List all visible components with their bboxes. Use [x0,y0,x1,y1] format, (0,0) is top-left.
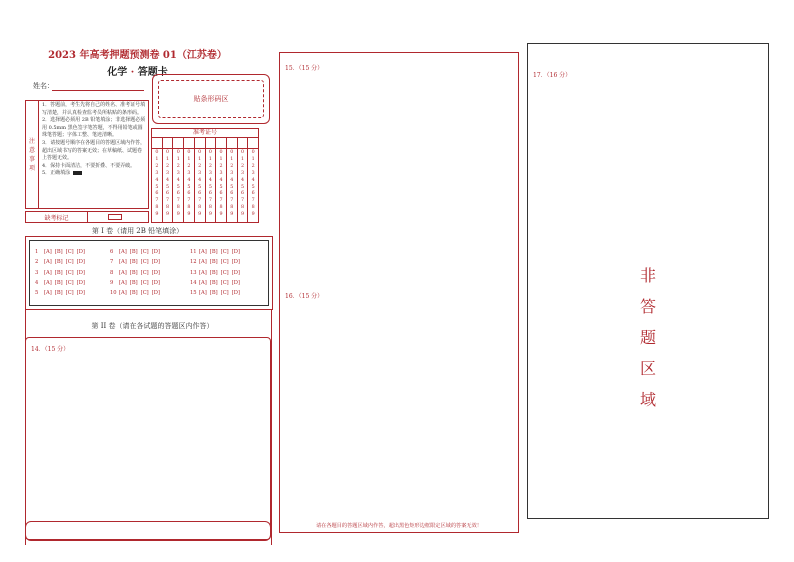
exam-digit-write-cell[interactable] [152,138,163,148]
card-label: 答题卡 [137,67,168,78]
mc-option-bubble[interactable]: [D] [151,279,160,286]
mc-option-bubble[interactable]: [A] [119,259,127,266]
non-answer-char: 题 [639,328,656,347]
exam-digit-bubble[interactable]: 5 [219,184,223,190]
exam-digit-bubble[interactable]: 3 [198,170,202,176]
notes-label [26,101,39,208]
mc-option-bubble[interactable]: [B] [129,290,138,297]
subtitle-separator: · [130,67,135,78]
mc-option-bubble[interactable]: [C] [220,249,229,255]
mc-option-bubble[interactable]: [B] [54,269,63,276]
mc-option-bubble[interactable]: [C] [220,259,229,266]
exam-digit-bubble[interactable]: 6 [176,191,180,197]
mc-option-bubble[interactable]: [C] [65,259,74,266]
exam-digit-bubble[interactable]: 8 [166,205,170,211]
mc-option-bubble[interactable]: [D] [231,279,240,286]
exam-digit-bubble[interactable]: 8 [219,205,223,211]
exam-digit-bubble[interactable]: 0 [240,150,244,155]
mc-question-number: 4 [35,279,39,286]
mc-option-bubble[interactable]: [B] [54,279,63,286]
mc-option-bubble[interactable]: [A] [199,269,207,276]
exam-digit-bubble[interactable]: 1 [155,156,159,162]
exam-digit-bubble[interactable]: 5 [155,184,159,190]
exam-digit-bubble[interactable]: 5 [198,184,202,190]
mc-question-row [190,288,243,298]
exam-digit-bubble[interactable]: 1 [208,156,212,162]
exam-digit-bubble[interactable]: 7 [187,198,191,204]
exam-digit-bubble[interactable]: 2 [166,163,170,169]
exam-digit-bubble[interactable]: 5 [166,184,170,190]
exam-digit-bubble[interactable]: 3 [166,170,170,176]
exam-digit-bubble[interactable]: 6 [155,191,159,197]
mc-option-bubble[interactable]: [D] [151,249,160,255]
exam-digit-bubble[interactable]: 6 [230,191,234,197]
exam-digit-bubble[interactable]: 8 [208,205,212,211]
mc-question-row [190,268,243,278]
mc-option-bubble[interactable]: [A] [44,269,52,276]
exam-digit-column [152,149,163,222]
exam-digit-bubble[interactable]: 4 [208,177,212,183]
mc-option-bubble[interactable]: [A] [119,279,127,286]
mc-question-number: 11 [190,249,197,255]
exam-digit-bubble[interactable]: 3 [155,170,159,176]
exam-digit-write-cell[interactable] [206,138,217,148]
non-answer-char: 答 [639,297,656,316]
exam-number-grid [151,128,259,223]
mc-question-number: 10 [110,290,117,297]
non-answer-char: 域 [639,390,656,409]
exam-digit-bubble[interactable]: 1 [251,156,255,162]
q16-label: 16．（15 分） [285,293,324,300]
mc-option-bubble[interactable]: [B] [129,249,138,255]
exam-digit-bubble[interactable]: 2 [176,163,180,169]
exam-digit-column [195,149,206,222]
exam-digit-bubble[interactable]: 1 [219,156,223,162]
exam-digit-bubble[interactable]: 0 [166,150,170,155]
mc-question-number: 2 [35,259,39,266]
mc-option-bubble[interactable]: [B] [209,249,218,255]
multiple-choice-grid [29,240,269,306]
exam-number-title: 准考证号 [152,129,258,138]
mc-option-bubble[interactable]: [C] [65,269,74,276]
exam-digit-bubble[interactable]: 6 [251,191,255,197]
exam-digit-bubble[interactable]: 7 [155,198,159,204]
exam-digit-bubble[interactable]: 6 [187,191,191,197]
exam-digit-bubble[interactable]: 4 [166,177,170,183]
exam-digit-bubble[interactable]: 2 [187,163,191,169]
exam-digit-bubble[interactable]: 2 [251,163,255,169]
exam-digit-bubble[interactable]: 0 [176,150,180,155]
mc-question-number: 1 [35,249,39,255]
mc-option-bubble[interactable]: [C] [220,290,229,297]
exam-digit-bubble[interactable]: 8 [155,205,159,211]
barcode-label: 贴条形码区 [158,80,264,118]
exam-digit-bubble[interactable]: 0 [208,150,212,155]
mc-option-bubble[interactable]: [C] [140,279,149,286]
exam-digit-bubble[interactable]: 1 [166,156,170,162]
exam-digit-bubble[interactable]: 6 [219,191,223,197]
exam-digit-write-cell[interactable] [184,138,195,148]
exam-digit-bubble[interactable]: 9 [240,212,244,218]
exam-number-write-row [152,138,258,149]
notes-label-char: 意 [28,146,35,154]
mc-option-bubble[interactable]: [B] [54,290,63,297]
exam-digit-column [184,149,195,222]
non-answer-char: 区 [639,359,656,378]
non-answer-char: 非 [639,266,656,285]
exam-digit-bubble[interactable]: 0 [230,150,234,155]
exam-digit-bubble[interactable]: 6 [166,191,170,197]
exam-digit-bubble[interactable]: 3 [251,170,255,176]
fill-sample-mark [73,171,82,175]
mc-question-number: 14 [190,279,197,286]
exam-digit-bubble[interactable]: 0 [251,150,255,155]
mc-option-bubble[interactable]: [A] [44,279,52,286]
mc-option-bubble[interactable]: [B] [129,259,138,266]
exam-digit-bubble[interactable]: 9 [230,212,234,218]
mc-option-bubble[interactable]: [B] [209,279,218,286]
mc-option-bubble[interactable]: [D] [231,269,240,276]
mc-column [35,247,88,298]
mc-option-bubble[interactable]: [C] [220,269,229,276]
q17-answer-area[interactable] [527,43,769,519]
exam-digit-bubble[interactable]: 7 [240,198,244,204]
exam-digit-bubble[interactable]: 7 [230,198,234,204]
exam-digit-bubble[interactable]: 7 [166,198,170,204]
mc-option-bubble[interactable]: [B] [209,259,218,266]
mc-question-row [35,257,88,267]
q15-label: 15．（15 分） [285,65,324,72]
absent-mark-row [25,211,149,223]
exam-digit-bubble[interactable]: 9 [155,212,159,218]
exam-digit-bubble[interactable]: 4 [230,177,234,183]
mc-option-bubble[interactable]: [D] [76,259,85,266]
exam-digit-column [173,149,184,222]
exam-digit-bubble[interactable]: 0 [155,150,159,155]
note-item: 3．请按题号顺序在各题目的答题区域内作答，超出区域书写的答案无效；在草稿纸、试题卷上答题无效。 [42,139,146,162]
exam-digit-bubble[interactable]: 3 [187,170,191,176]
mc-question-number: 12 [190,259,197,266]
exam-digit-bubble[interactable]: 8 [240,205,244,211]
exam-digit-write-cell[interactable] [216,138,227,148]
q17-label: 17．（16 分） [533,72,572,79]
q14-answer-area[interactable] [25,337,271,540]
notes-text [42,102,146,178]
exam-digit-bubble[interactable]: 7 [208,198,212,204]
exam-digit-bubble[interactable]: 8 [187,205,191,211]
exam-digit-bubble[interactable]: 4 [251,177,255,183]
mc-option-bubble[interactable]: [D] [151,259,160,266]
mc-question-row [110,278,163,288]
exam-digit-bubble[interactable]: 4 [155,177,159,183]
exam-digit-bubble[interactable]: 7 [176,198,180,204]
exam-digit-bubble[interactable]: 8 [251,205,255,211]
non-answer-zone [636,260,660,415]
exam-digit-bubble[interactable]: 8 [230,205,234,211]
exam-digit-bubble[interactable]: 1 [240,156,244,162]
absent-checkbox[interactable] [108,214,122,220]
mc-option-bubble[interactable]: [D] [76,249,85,255]
exam-digit-column [238,149,249,222]
exam-digit-bubble[interactable]: 5 [240,184,244,190]
exam-digit-bubble[interactable]: 1 [176,156,180,162]
exam-digit-bubble[interactable]: 4 [198,177,202,183]
mc-option-bubble[interactable]: [C] [65,290,74,297]
exam-digit-bubble[interactable]: 3 [219,170,223,176]
exam-number-bubbles [152,149,258,222]
notes-box [25,100,149,209]
mc-question-row [110,247,163,257]
exam-digit-bubble[interactable]: 3 [208,170,212,176]
exam-digit-bubble[interactable]: 6 [240,191,244,197]
mc-option-bubble[interactable]: [C] [140,290,149,297]
mc-question-number: 3 [35,269,39,276]
name-label: 姓名： [33,82,54,90]
card-title: 2023 年高考押题预测卷 01（江苏卷） [48,50,227,61]
absent-label: 缺考标记 [26,212,88,222]
notes-label-char: 项 [28,164,35,172]
exam-digit-bubble[interactable]: 8 [176,205,180,211]
exam-digit-bubble[interactable]: 5 [230,184,234,190]
exam-digit-bubble[interactable]: 5 [187,184,191,190]
exam-digit-bubble[interactable]: 0 [219,150,223,155]
exam-digit-bubble[interactable]: 3 [240,170,244,176]
exam-digit-bubble[interactable]: 9 [166,212,170,218]
mc-question-row [110,288,163,298]
mc-question-row [110,257,163,267]
mc-question-number: 6 [110,249,114,255]
mc-option-bubble[interactable]: [A] [44,290,52,297]
section2-title: 第 II 卷（请在各试题的答题区内作答） [91,322,214,330]
mc-question-number: 5 [35,290,39,297]
fill-example-label: 5．正确填涂 [42,170,71,177]
exam-digit-bubble[interactable]: 8 [198,205,202,211]
mc-option-bubble[interactable]: [C] [140,249,149,255]
mc-option-bubble[interactable]: [A] [119,269,127,276]
exam-digit-bubble[interactable]: 2 [155,163,159,169]
q14-bottom-frame [25,521,271,541]
exam-digit-column [206,149,217,222]
notes-label-char: 注 [28,137,35,145]
note-item: 1．答题前，考生先将自己的姓名、准考证号填写清楚，并认真检查监考员所粘贴的条形码。 [42,102,146,116]
exam-digit-column [248,149,258,222]
mc-option-bubble[interactable]: [D] [231,290,240,297]
exam-digit-write-cell[interactable] [195,138,206,148]
mc-option-bubble[interactable]: [A] [44,249,52,255]
mc-option-bubble[interactable]: [B] [54,259,63,266]
mc-question-row [35,247,88,257]
mc-option-bubble[interactable]: [A] [199,279,207,286]
mc-option-bubble[interactable]: [A] [119,290,127,297]
exam-digit-write-cell[interactable] [248,138,258,148]
exam-digit-bubble[interactable]: 0 [187,150,191,155]
multiple-choice-area [25,236,273,310]
mc-option-bubble[interactable]: [B] [129,279,138,286]
mc-question-row [190,278,243,288]
exam-digit-bubble[interactable]: 4 [176,177,180,183]
exam-digit-bubble[interactable]: 2 [208,163,212,169]
exam-digit-bubble[interactable]: 9 [208,212,212,218]
exam-digit-column [163,149,174,222]
exam-digit-bubble[interactable]: 9 [198,212,202,218]
mc-option-bubble[interactable]: [B] [209,269,218,276]
mc-option-bubble[interactable]: [A] [199,259,207,266]
mc-option-bubble[interactable]: [C] [140,259,149,266]
mc-option-bubble[interactable]: [B] [209,290,218,297]
exam-digit-bubble[interactable]: 9 [187,212,191,218]
name-field[interactable] [52,90,144,91]
mc-question-row [35,268,88,278]
exam-digit-bubble[interactable]: 4 [187,177,191,183]
barcode-area [152,74,270,124]
note-item: 4．保持卡面清洁，不要折叠、不要弄破。 [42,162,136,169]
mc-option-bubble[interactable]: [A] [44,259,52,266]
exam-digit-bubble[interactable]: 7 [198,198,202,204]
mc-option-bubble[interactable]: [A] [199,290,207,297]
exam-digit-bubble[interactable]: 7 [219,198,223,204]
exam-digit-write-cell[interactable] [227,138,238,148]
mc-option-bubble[interactable]: [D] [151,269,160,276]
mc-question-number: 9 [110,279,114,286]
mc-question-number: 8 [110,269,114,276]
boundary-warning: 请在各题目的答题区域内作答，超出黑色矩形边框限定区域的答案无效！ [315,523,482,529]
exam-digit-write-cell[interactable] [238,138,249,148]
mc-question-number: 13 [190,269,197,276]
exam-digit-bubble[interactable]: 7 [251,198,255,204]
section1-title: 第 I 卷（请用 2B 铅笔填涂） [91,227,184,235]
mc-option-bubble[interactable]: [D] [231,259,240,266]
exam-digit-bubble[interactable]: 0 [198,150,202,155]
exam-digit-bubble[interactable]: 2 [219,163,223,169]
mc-question-number: 7 [110,259,114,266]
exam-digit-bubble[interactable]: 5 [208,184,212,190]
exam-digit-bubble[interactable]: 3 [230,170,234,176]
exam-digit-bubble[interactable]: 5 [176,184,180,190]
mc-option-bubble[interactable]: [B] [54,249,63,255]
mc-question-row [190,247,243,257]
notes-label-char: 事 [28,155,35,163]
mc-question-row [190,257,243,267]
exam-digit-column [227,149,238,222]
mc-option-bubble[interactable]: [D] [151,290,160,297]
note-item [42,170,146,178]
exam-digit-bubble[interactable]: 9 [251,212,255,218]
mc-option-bubble[interactable]: [C] [65,279,74,286]
exam-digit-bubble[interactable]: 1 [187,156,191,162]
mc-question-row [35,278,88,288]
mc-option-bubble[interactable]: [C] [140,269,149,276]
exam-digit-bubble[interactable]: 2 [230,163,234,169]
exam-digit-bubble[interactable]: 5 [251,184,255,190]
q15-q16-answer-area[interactable] [279,52,519,533]
mc-option-bubble[interactable]: [D] [76,290,85,297]
subject-label: 化学 [107,67,128,78]
mc-option-bubble[interactable]: [B] [129,269,138,276]
mc-option-bubble[interactable]: [A] [199,249,207,255]
exam-digit-bubble[interactable]: 1 [230,156,234,162]
mc-option-bubble[interactable]: [D] [231,249,240,255]
exam-digit-bubble[interactable]: 9 [176,212,180,218]
mc-question-row [35,288,88,298]
exam-digit-bubble[interactable]: 9 [219,212,223,218]
exam-digit-write-cell[interactable] [173,138,184,148]
mc-option-bubble[interactable]: [C] [220,279,229,286]
exam-digit-bubble[interactable]: 6 [198,191,202,197]
exam-digit-write-cell[interactable] [163,138,174,148]
exam-digit-bubble[interactable]: 3 [176,170,180,176]
exam-digit-bubble[interactable]: 4 [240,177,244,183]
mc-column [190,247,243,298]
exam-digit-bubble[interactable]: 4 [219,177,223,183]
mc-option-bubble[interactable]: [A] [119,249,127,255]
mc-option-bubble[interactable]: [D] [76,269,85,276]
exam-digit-bubble[interactable]: 2 [240,163,244,169]
note-item: 2．选择题必须用 2B 铅笔填涂；非选择题必须用 0.5mm 黑色签字笔答题，不得用铅笔或圆珠笔答题；字体工整、笔迹清晰。 [42,117,146,139]
mc-column [110,247,163,298]
mc-option-bubble[interactable]: [D] [76,279,85,286]
exam-digit-bubble[interactable]: 6 [208,191,212,197]
mc-question-number: 15 [190,290,197,297]
q14-label: 14．（15 分） [31,346,70,353]
exam-digit-column [216,149,227,222]
mc-question-row [110,268,163,278]
exam-digit-bubble[interactable]: 2 [198,163,202,169]
exam-digit-bubble[interactable]: 1 [198,156,202,162]
mc-option-bubble[interactable]: [C] [65,249,74,255]
